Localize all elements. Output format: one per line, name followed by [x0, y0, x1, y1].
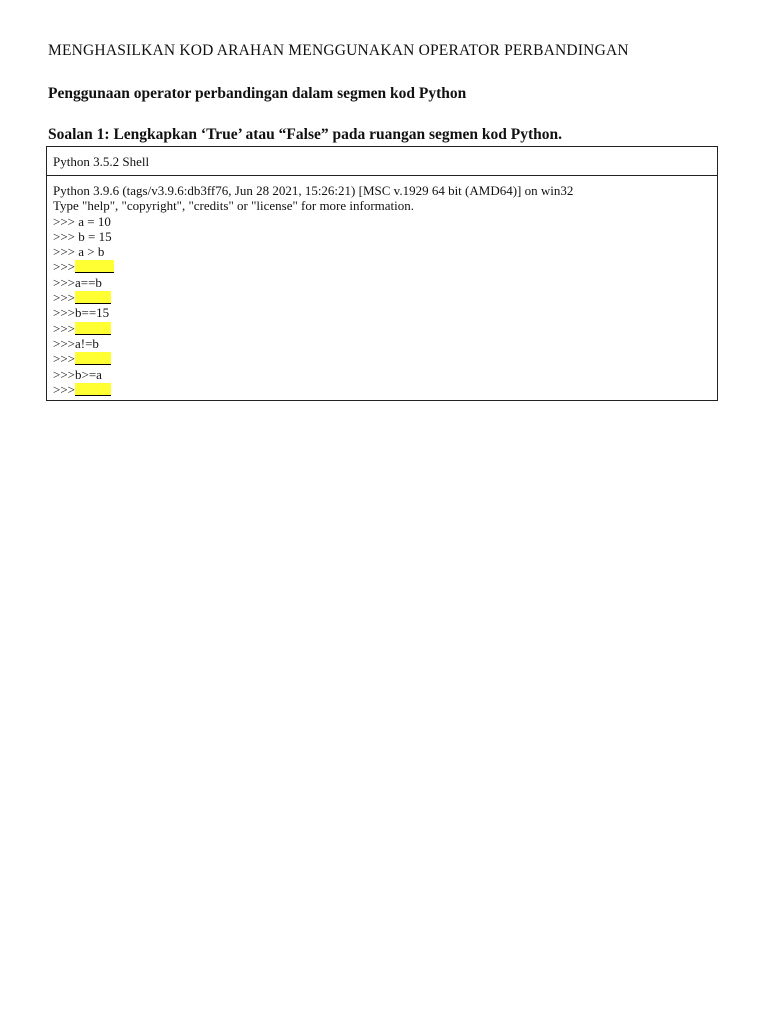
shell-body: [47, 176, 717, 397]
shell-answer-line: [53, 382, 717, 397]
page-title: MENGHASILKAN KOD ARAHAN MENGGUNAKAN OPERATOR PERBANDINGAN: [48, 42, 629, 59]
shell-answer-line: [53, 259, 717, 274]
shell-prompt: >>>: [53, 351, 75, 367]
shell-code-line: >>>b>=a: [53, 366, 102, 382]
shell-answer-line: [53, 351, 717, 366]
shell-code-line: >>>a==b: [53, 274, 102, 290]
python-shell-box: [46, 146, 718, 401]
shell-title: Python 3.5.2 Shell: [47, 147, 717, 176]
answer-blank[interactable]: [75, 383, 111, 396]
shell-code-line: >>> a > b: [53, 244, 105, 260]
shell-code-line: >>> a = 10: [53, 213, 111, 229]
section-subheading: Penggunaan operator perbandingan dalam segmen kod Python: [48, 85, 467, 102]
shell-prompt: >>>: [53, 259, 75, 275]
shell-info-line: Type "help", "copyright", "credits" or "license" for more information.: [53, 198, 415, 214]
answer-blank[interactable]: [75, 322, 111, 335]
shell-code-line: >>>b==15: [53, 305, 110, 321]
shell-answer-line: [53, 321, 717, 336]
answer-blank[interactable]: [75, 260, 114, 273]
shell-prompt: >>>: [53, 381, 75, 397]
shell-prompt: >>>: [53, 290, 75, 306]
shell-answer-line: [53, 290, 717, 305]
shell-banner-line: Python 3.9.6 (tags/v3.9.6:db3ff76, Jun 28 2021, 15:26:21) [MSC v.1929 64 bit (AMD64)] on win32: [53, 183, 574, 198]
shell-prompt: >>>: [53, 320, 75, 336]
answer-blank[interactable]: [75, 291, 111, 304]
answer-blank[interactable]: [75, 352, 111, 365]
shell-code-line: >>> b = 15: [53, 228, 112, 244]
question-text: Soalan 1: Lengkapkan ‘True’ atau “False” pada ruangan segmen kod Python.: [48, 126, 563, 143]
shell-code-line: >>>a!=b: [53, 335, 99, 351]
